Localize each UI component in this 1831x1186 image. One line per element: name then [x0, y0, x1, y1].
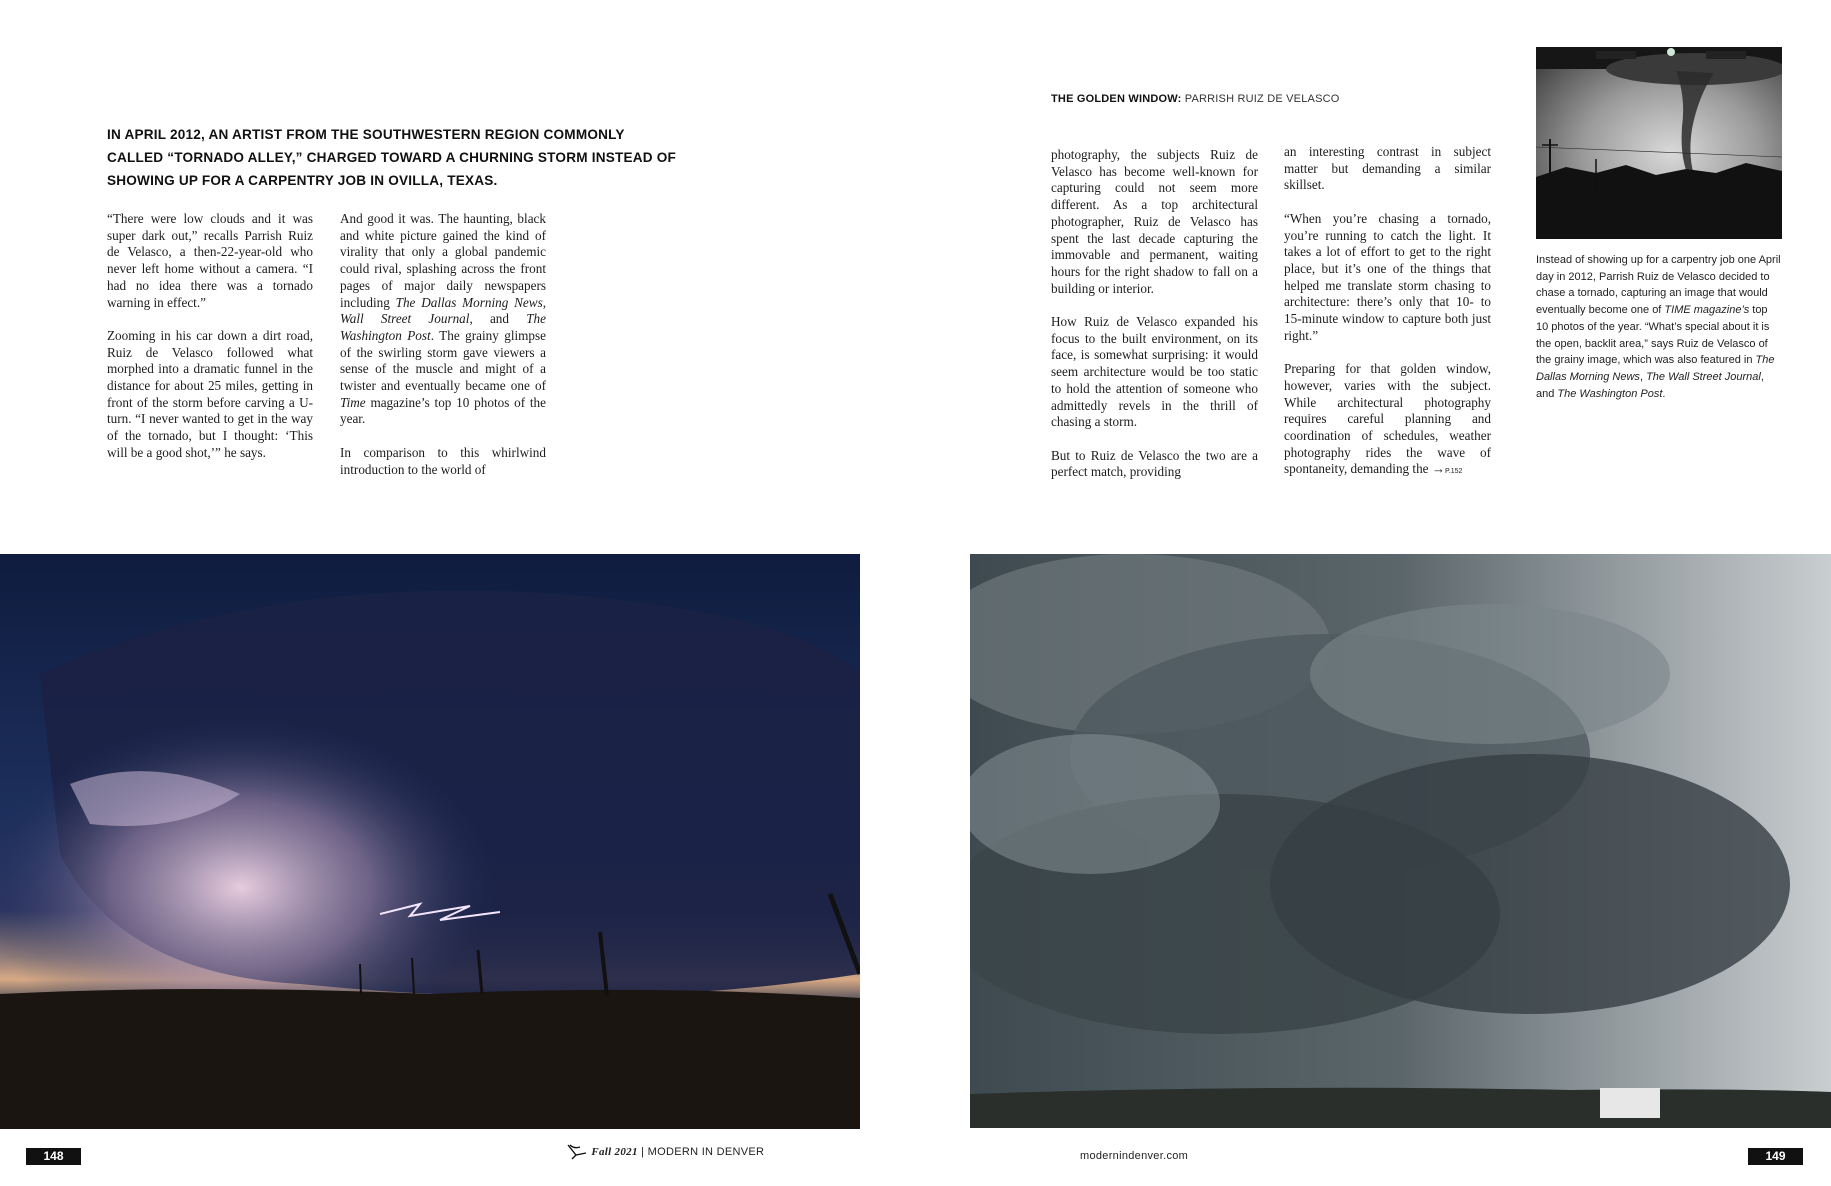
footer-magazine-name: MODERN IN DENVER	[647, 1145, 765, 1158]
col2-paragraph-1: And good it was. The haunting, black and white picture gained the kind of virality that only a global pandemic could rival, splashing across the front pages of major daily newspapers including The Dallas Morning News, Wall Street Journal, and The Washington Post. The grainy glimpse of the swirling storm gave viewers a sense of the muscle and might of a twister and eventually became one of Time magazine’s top 10 photos of the year.	[340, 211, 546, 427]
section-kicker: THE GOLDEN WINDOW: PARRISH RUIZ DE VELASCO	[1051, 93, 1340, 105]
body-column-2	[340, 211, 546, 478]
col4-paragraph-2: “When you’re chasing a tornado, you’re running to catch the light. It takes a lot of effort to get to the right place, but it’s one of the things that helped me translate storm chasing to architecture: there’s only that 10- to 15-minute window to capture both just right.”	[1284, 210, 1491, 343]
tornado-photo	[1536, 47, 1782, 239]
page-number-right: 149	[1748, 1148, 1803, 1165]
col4-paragraph-1: an interesting contrast in subject matter but demanding a similar skillset.	[1284, 144, 1491, 193]
footer-left	[566, 1143, 766, 1161]
col1-paragraph-1: “There were low clouds and it was super dark out,” recalls Parrish Ruiz de Velasco, a then-22-year-old who never left home without a camera. “I had no idea there was a tornado warning in effect.”	[107, 211, 313, 310]
col1-paragraph-2: Zooming in his car down a dirt road, Ruiz de Velasco followed what morphed into a dramatic funnel in the distance for about 25 miles, getting in front of the storm before carving a U-turn. “I never wanted to get in the way of the tornado, but I thought: ‘This will be a good shot,’” he says.	[107, 327, 313, 460]
col3-paragraph-3: But to Ruiz de Velasco the two are a perfect match, providing	[1051, 447, 1258, 480]
footer-issue: Fall 2021	[591, 1145, 638, 1158]
article-lede: IN APRIL 2012, AN ARTIST FROM THE SOUTHWESTERN REGION COMMONLY CALLED “TORNADO ALLEY,” CHARGED TOWARD A CHURNING STORM INSTEAD OF SHOWING UP FOR A CARPENTRY JOB IN OVILLA, TEXAS.	[107, 127, 677, 188]
continue-arrow-icon: →	[1431, 461, 1446, 477]
body-column-3	[1051, 147, 1258, 481]
footer-separator: |	[641, 1145, 645, 1158]
col4-paragraph-3: Preparing for that golden window, however, varies with the subject. While architectural photography requires careful planning and coordination of schedules, weather photography rides the wave of spontaneity, demanding the →P.152	[1284, 361, 1491, 477]
col3-paragraph-2: How Ruiz de Velasco expanded his focus to the built environment, on its face, is somewhat surprising: it would seem architecture would be too static to hold the attention of someone who admittedly revels in the thrill of chasing a storm.	[1051, 314, 1258, 430]
page-number-left: 148	[26, 1148, 81, 1165]
continue-page-ref: P.152	[1445, 468, 1463, 476]
col3-paragraph-1: photography, the subjects Ruiz de Velasco has become well-known for capturing could not seem more different. As a top architectural photographer, Ruiz de Velasco has spent the last decade capturing the immovable and permanent, waiting hours for the right shadow to fall on a building or interior.	[1051, 147, 1258, 296]
magazine-logo-icon	[566, 1143, 588, 1161]
body-column-4	[1284, 144, 1491, 481]
col2-paragraph-2: In comparison to this whirlwind introduction to the world of	[340, 444, 546, 477]
storm-cloud-photo	[970, 554, 1831, 1128]
footer-website[interactable]: modernindenver.com	[1080, 1150, 1189, 1162]
body-column-1	[107, 211, 313, 462]
photo-caption: Instead of showing up for a carpentry job one April day in 2012, Parrish Ruiz de Velasco decided to chase a tornado, capturing an image that would eventually become one of TIME magazine’s top 10 photos of the year. “What’s special about it is the open, backlit area,” says Ruiz de Velasco of the grainy image, which was also featured in The Dallas Morning News, The Wall Street Journal, and The Washington Post.	[1536, 254, 1781, 400]
supercell-lightning-photo	[0, 554, 860, 1129]
